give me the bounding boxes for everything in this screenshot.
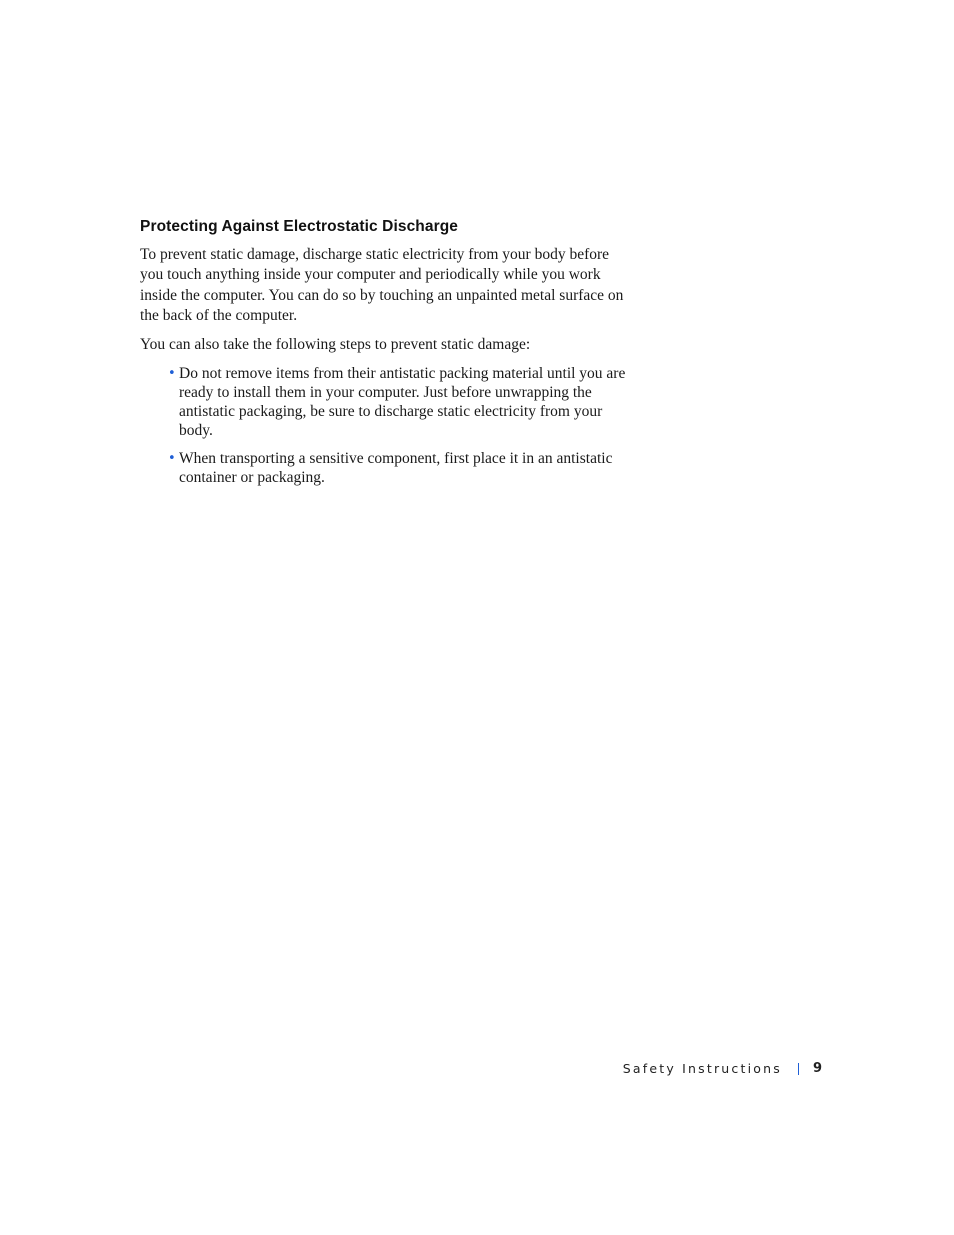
section-heading: Protecting Against Electrostatic Discharge <box>140 218 459 235</box>
esd-section <box>140 218 630 496</box>
list-item <box>140 364 630 440</box>
page-footer <box>623 1061 822 1076</box>
bullet-icon: • <box>168 451 176 467</box>
footer-divider <box>798 1063 799 1075</box>
list-item-text: Do not remove items from their antistatic packing material until you are ready to install them in your computer. Just before unwrapping the antistatic packaging, be sure to discharge static electricity from your body. <box>179 365 626 440</box>
steps-intro-paragraph: You can also take the following steps to prevent static damage: <box>140 336 531 354</box>
steps-list <box>140 364 630 487</box>
intro-paragraph: To prevent static damage, discharge static electricity from your body before you touch anything inside your computer and periodically while you work inside the computer. You can do so by touching an unpainted metal surface on the back of the computer. <box>140 246 624 324</box>
list-item <box>140 449 630 487</box>
bullet-icon: • <box>168 366 176 382</box>
footer-title: Safety Instructions <box>622 1061 782 1076</box>
page-number: 9 <box>812 1061 822 1076</box>
list-item-text: When transporting a sensitive component, first place it in an antistatic container or packaging. <box>179 450 613 487</box>
